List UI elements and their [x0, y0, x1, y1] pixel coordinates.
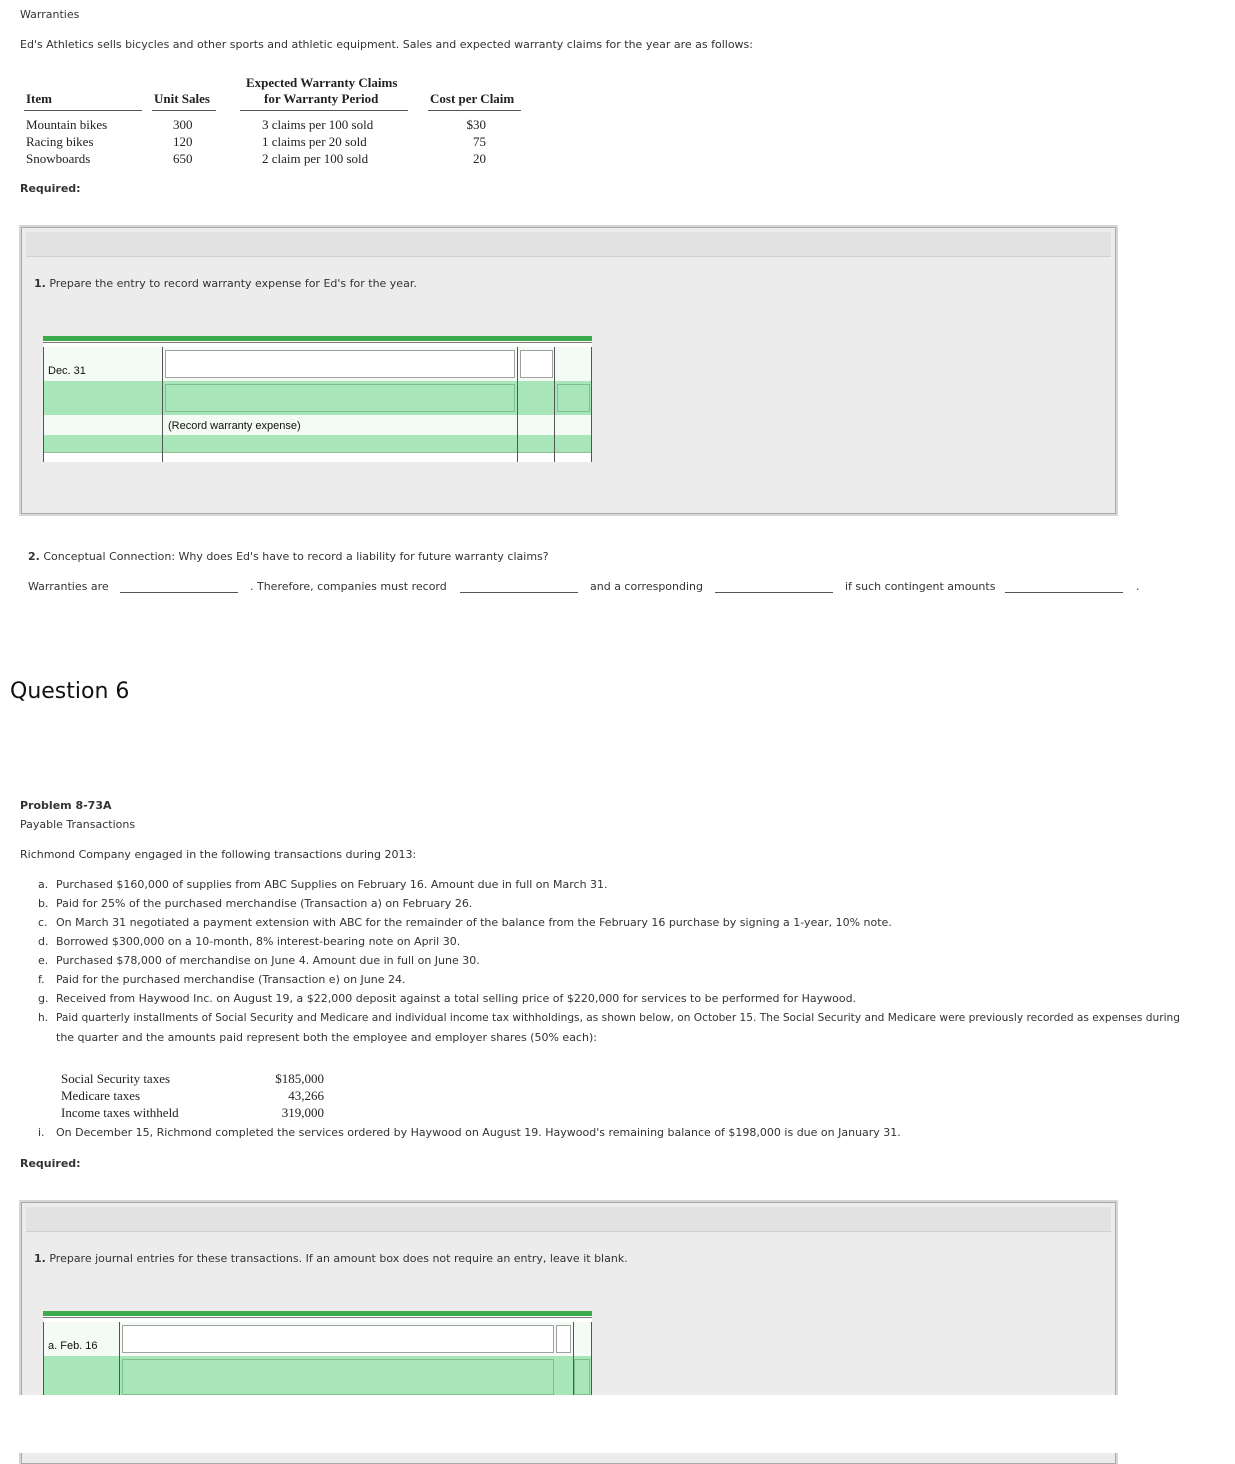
list-letter: e. [38, 954, 49, 967]
fill-blank-1[interactable] [120, 592, 238, 593]
list-text: Paid quarterly installments of Social Security and Medicare and individual income tax withholdings, as shown below, on October 15. The Social Security and Medicare were previously recorded as expenses during [56, 1012, 1180, 1024]
cell-cost: 75 [473, 134, 486, 149]
list-item [38, 897, 472, 910]
col-header-expected-2: for Warranty Period [264, 91, 379, 106]
question-text: Conceptual Connection: Why does Ed's have to record a liability for future warranty claims? [43, 550, 549, 563]
required-label: Required: [20, 182, 81, 195]
list-text: On March 31 negotiated a payment extension with ABC for the remainder of the balance from the February 16 purchase by signing a 1-year, 10% note. [56, 916, 892, 929]
list-item [38, 916, 892, 929]
list-text: Purchased $78,000 of merchandise on June 4. Amount due in full on June 30. [56, 954, 480, 967]
fill-blank-2[interactable] [460, 592, 578, 593]
table-column-unit-sales [173, 116, 193, 167]
list-item [38, 1012, 1180, 1024]
tax-amount: 43,266 [288, 1088, 324, 1103]
grid-line [119, 1322, 120, 1402]
cell-expected: 3 claims per 100 sold [262, 117, 374, 132]
cell-cost: 20 [473, 151, 486, 166]
list-letter: i. [38, 1126, 45, 1139]
grid-line [43, 347, 44, 462]
list-text: On December 15, Richmond completed the services ordered by Haywood on August 19. Haywood's remaining balance of $198,000 is due on January 31. [56, 1126, 901, 1139]
cell-unit-sales: 650 [173, 151, 193, 166]
tax-label: Social Security taxes [61, 1071, 171, 1086]
entry-date: Dec. 31 [48, 365, 86, 377]
panel-header [26, 1207, 1111, 1232]
list-letter: c. [38, 916, 48, 929]
fill-text: . Therefore, companies must record [250, 580, 447, 593]
cell-expected: 1 claims per 20 sold [262, 134, 367, 149]
fill-text: and a corresponding [590, 580, 703, 593]
list-text: Purchased $160,000 of supplies from ABC Supplies on February 16. Amount due in full on March 31. [56, 878, 608, 891]
debit-input[interactable] [520, 350, 553, 378]
tax-amounts [260, 1070, 324, 1121]
fill-blank-3[interactable] [715, 592, 833, 593]
required-label: Required: [20, 1157, 81, 1170]
journal-row [43, 415, 592, 436]
question-number: 2. [28, 550, 40, 563]
grid-line [591, 1322, 592, 1402]
account-input[interactable] [165, 350, 515, 378]
tax-label: Medicare taxes [61, 1088, 141, 1103]
col-header-unit-sales: Unit Sales [154, 91, 210, 106]
list-item [38, 973, 406, 986]
list-text: Paid for the purchased merchandise (Transaction e) on June 24. [56, 973, 406, 986]
cell-unit-sales: 300 [173, 117, 193, 132]
section-title: Warranties [20, 8, 80, 21]
grid-line [517, 347, 518, 462]
header-rule [428, 110, 521, 111]
question-text: Prepare journal entries for these transactions. If an amount box does not require an entry, leave it blank. [49, 1252, 628, 1265]
problem-intro: Richmond Company engaged in the following transactions during 2013: [20, 848, 417, 861]
question-1-text [34, 1252, 628, 1265]
grid-top-rule [43, 342, 592, 343]
entry-date: a. Feb. 16 [48, 1340, 98, 1352]
grid-line [162, 347, 163, 462]
table-row [26, 116, 107, 167]
tax-amount: 319,000 [281, 1105, 324, 1120]
intro-text: Ed's Athletics sells bicycles and other sports and athletic equipment. Sales and expected warranty claims for the year are as follows: [20, 38, 753, 51]
fill-blank-4[interactable] [1005, 592, 1123, 593]
account-input[interactable] [165, 384, 515, 412]
account-input[interactable] [122, 1325, 554, 1353]
cell-cost: $30 [466, 117, 486, 132]
problem-title: Problem 8-73A [20, 799, 112, 812]
cell-item: Racing bikes [26, 134, 94, 149]
list-item [38, 1126, 901, 1139]
question-2-text [28, 550, 549, 563]
list-item-continued: the quarter and the amounts paid represent both the employee and employer shares (50% each): [56, 1031, 597, 1044]
problem-subtitle: Payable Transactions [20, 818, 136, 831]
col-header-item: Item [26, 91, 52, 106]
question-number: 1. [34, 1252, 46, 1265]
fill-text: Warranties are [28, 580, 109, 593]
list-text: Paid for 25% of the purchased merchandise (Transaction a) on February 26. [56, 897, 473, 910]
list-item [38, 935, 460, 948]
grid-top-rule [43, 1317, 592, 1318]
list-item [38, 878, 608, 891]
grid-top-bar [43, 336, 592, 341]
table-column-cost [456, 116, 486, 167]
cell-expected: 2 claim per 100 sold [262, 151, 369, 166]
list-letter: h. [38, 1012, 49, 1024]
tax-amount: $185,000 [275, 1071, 324, 1086]
list-letter: d. [38, 935, 49, 948]
header-rule [240, 110, 408, 111]
header-rule [152, 110, 216, 111]
panel-header [26, 232, 1111, 257]
col-header-expected-1: Expected Warranty Claims [246, 75, 398, 90]
page-bottom [0, 1395, 1235, 1453]
tax-label: Income taxes withheld [61, 1105, 179, 1120]
debit-input[interactable] [556, 1325, 571, 1353]
question-number: 1. [34, 277, 46, 290]
cell-item: Snowboards [26, 151, 91, 166]
list-letter: a. [38, 878, 49, 891]
col-header-cost: Cost per Claim [430, 91, 515, 106]
cell-unit-sales: 120 [173, 134, 193, 149]
tax-labels [61, 1070, 179, 1121]
grid-line [591, 347, 592, 462]
list-text: Received from Haywood Inc. on August 19, a $22,000 deposit against a total selling price of $220,000 for services to be performed for Haywood. [56, 992, 857, 1005]
list-letter: b. [38, 897, 49, 910]
grid-line [43, 1322, 44, 1402]
question-text: Prepare the entry to record warranty expense for Ed's for the year. [49, 277, 417, 290]
fill-text: . [1136, 580, 1140, 593]
header-rule [24, 110, 142, 111]
list-item [38, 992, 856, 1005]
question-panel [21, 227, 1116, 514]
grid-line [554, 347, 555, 462]
credit-input[interactable] [557, 384, 590, 412]
credit-input[interactable] [574, 1359, 590, 1395]
grid-top-bar [43, 1311, 592, 1316]
list-text: Borrowed $300,000 on a 10-month, 8% interest-bearing note on April 30. [56, 935, 461, 948]
question-1-text [34, 277, 417, 290]
list-letter: g. [38, 992, 49, 1005]
journal-row [43, 435, 592, 453]
list-item [38, 954, 480, 967]
list-letter: f. [38, 973, 45, 986]
table-column-expected [262, 116, 373, 167]
account-input[interactable] [122, 1359, 554, 1395]
cell-item: Mountain bikes [26, 117, 108, 132]
entry-memo: (Record warranty expense) [168, 420, 301, 432]
question-heading: Question 6 [10, 679, 130, 704]
fill-text: if such contingent amounts [845, 580, 996, 593]
journal-grid [43, 336, 592, 462]
